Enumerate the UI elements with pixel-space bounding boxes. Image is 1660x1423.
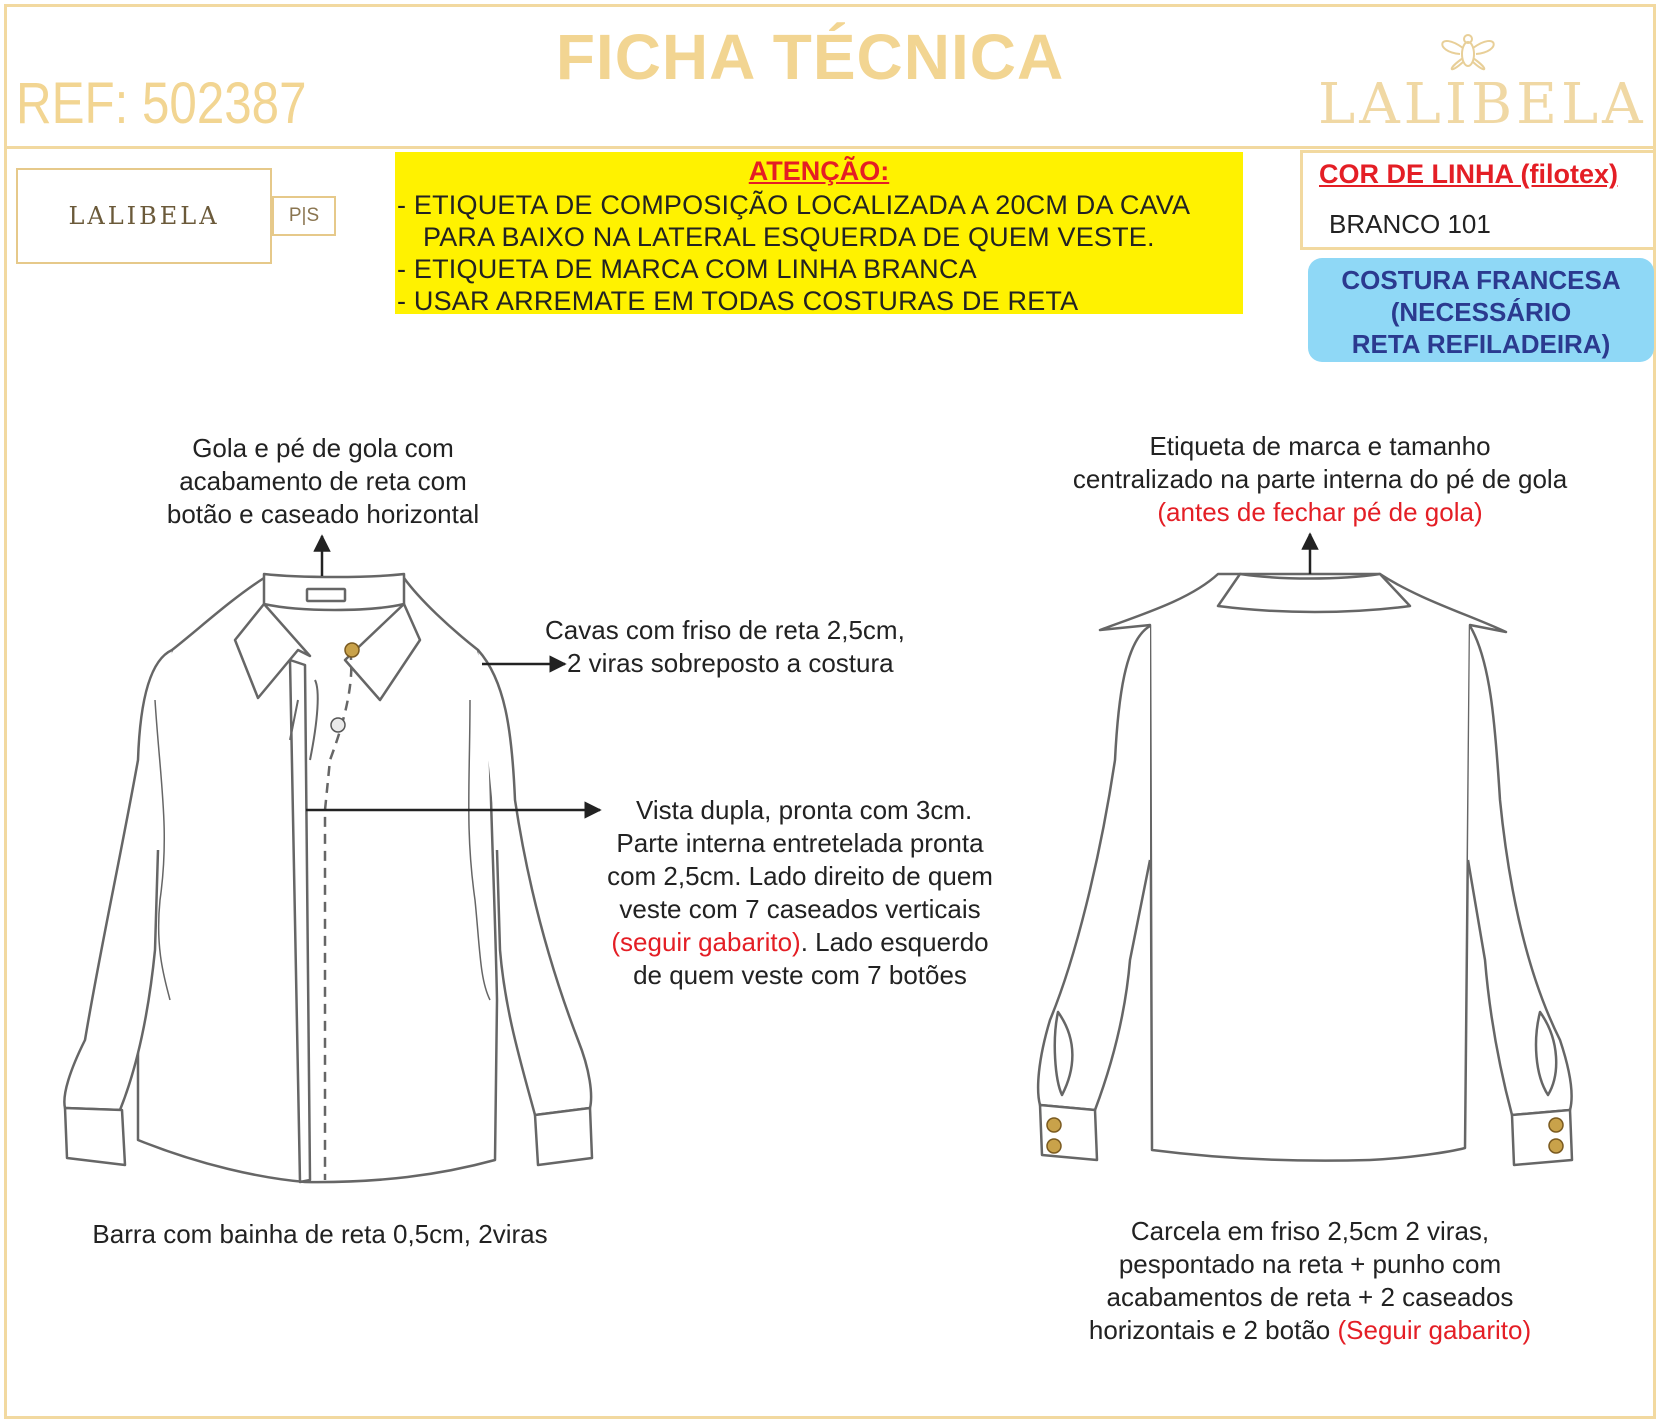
- cuff-template-note: (Seguir gabarito): [1337, 1315, 1532, 1345]
- shirt-back-drawing: [1038, 574, 1572, 1165]
- attention-title: ATENÇÃO:: [748, 156, 890, 186]
- cuff-note: [1040, 1215, 1580, 1347]
- armhole-note-line: Cavas com friso de reta 2,5cm,: [545, 615, 905, 645]
- attention-line: - ETIQUETA DE COMPOSIÇÃO LOCALIZADA A 20CM DA CAVA: [397, 190, 1191, 220]
- reference-number: REF: 502387: [16, 71, 307, 136]
- attention-line: PARA BAIXO NA LATERAL ESQUERDA DE QUEM VESTE.: [423, 222, 1155, 252]
- brand-name: LALIBELA: [1318, 72, 1647, 137]
- back-label-note-line: Etiqueta de marca e tamanho: [1149, 431, 1491, 461]
- collar-note: [138, 432, 508, 531]
- label-tag-brand: LALIBELA: [68, 202, 220, 230]
- cuff-note-line: Carcela em friso 2,5cm 2 viras,: [1130, 1216, 1490, 1246]
- collar-note-line: botão e caseado horizontal: [166, 499, 480, 529]
- thread-color-value: BRANCO 101: [1329, 209, 1491, 239]
- back-label-note-line: (antes de fechar pé de gola): [1157, 497, 1483, 527]
- cuff-note-text: horizontais e 2 botão: [1088, 1315, 1338, 1345]
- armhole-note-line: 2 viras sobreposto a costura: [567, 648, 894, 678]
- attention-line: - ETIQUETA DE MARCA COM LINHA BRANCA: [397, 254, 977, 284]
- seam-line: RETA REFILADEIRA): [1351, 329, 1611, 359]
- placket-note-rest: . Lado esquerdo: [800, 927, 989, 957]
- placket-note-line: [570, 926, 1030, 959]
- placket-note-line: veste com 7 caseados verticais: [619, 894, 981, 924]
- placket-note-line: Vista dupla, pronta com 3cm.: [636, 795, 973, 825]
- placket-note-line: com 2,5cm. Lado direito de quem: [607, 861, 993, 891]
- placket-note-line: de quem veste com 7 botões: [633, 960, 967, 990]
- collar-note-line: Gola e pé de gola com: [192, 433, 454, 463]
- seam-line: (NECESSÁRIO: [1390, 297, 1572, 327]
- placket-note: [570, 794, 1030, 992]
- placket-note-line: Parte interna entretelada pronta: [616, 828, 984, 858]
- attention-line: - USAR ARREMATE EM TODAS COSTURAS DE RETA: [397, 286, 1079, 316]
- armhole-note: [545, 614, 965, 680]
- hem-note: Barra com bainha de reta 0,5cm, 2viras: [92, 1219, 548, 1249]
- thread-color-title: COR DE LINHA (filotex): [1319, 159, 1618, 189]
- size-tag-text: P|S: [288, 205, 320, 226]
- cuff-note-line: [1040, 1314, 1580, 1347]
- placket-template-note: (seguir gabarito): [611, 927, 801, 957]
- cuff-note-line: acabamentos de reta + 2 caseados: [1106, 1282, 1514, 1312]
- back-label-note-line: centralizado na parte interna do pé de gola: [1072, 464, 1568, 494]
- seam-line: COSTURA FRANCESA: [1341, 265, 1621, 295]
- back-label-note: [1010, 430, 1630, 529]
- collar-note-line: acabamento de reta com: [179, 466, 467, 496]
- cuff-note-line: pespontado na reta + punho com: [1118, 1249, 1502, 1279]
- page-title: FICHA TÉCNICA: [555, 21, 1065, 93]
